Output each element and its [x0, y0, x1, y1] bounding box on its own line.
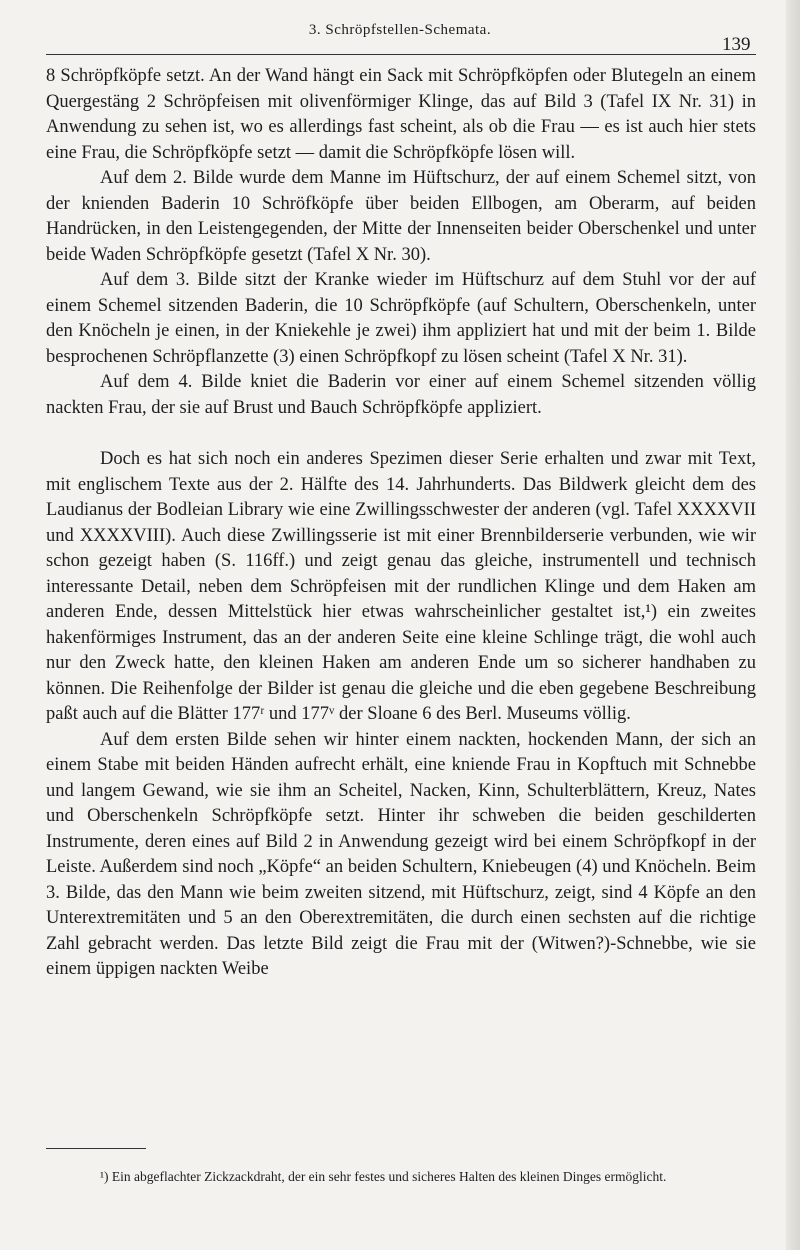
running-header: 3. Schröpfstellen-Schemata.	[308, 22, 492, 38]
paragraph-5: Doch es hat sich noch ein anderes Spezimen dieser Serie erhalten und zwar mit Text, mit englischem Texte aus der 2. Hälfte des 14. Jahrhunderts. Das Bildwerk gleicht dem des Laudianus der Bodleian Library wie eine Zwillingsschwester der anderen (vgl. Tafel XXXXVII und XXXXVIII). Auch diese Zwillingsserie ist mit einer Brennbilderserie verbunden, wie wir schon gezeigt haben (S. 116ff.) und zeigt genau das gleiche, instrumentell und technisch interessante Detail, neben dem Schröpfeisen mit der rundlichen Klinge und dem Haken am anderen Ende, dessen Mittelstück hier etwas wahrscheinlicher gestaltet ist,¹) ein zweites hakenförmiges Instrument, das an der anderen Seite eine kleine Schlinge trägt, die wohl auch nur den Zweck hatte, den kleinen Haken am anderen Ende um so sicherer handhaben zu können. Die Reihenfolge der Bilder ist genau die gleiche und die eben gegebene Beschreibung paßt auch auf die Blätter 177ʳ und 177ᵛ der Sloane 6 des Berl. Museums völlig.	[46, 449, 756, 724]
paragraph-1: 8 Schröpfköpfe setzt. An der Wand hängt ein Sack mit Schröpfköpfen oder Blutegeln an einem Quergestäng 2 Schröpfeisen mit olivenförmiger Klinge, das auf Bild 3 (Tafel IX Nr. 31) in Anwendung zu sehen ist, wo es allerdings fast scheint, als ob die Frau — es ist auch hier stets eine Frau, die Schröpfköpfe setzt — damit die Schröpfköpfe lösen will.	[46, 66, 756, 163]
footnote: ¹) Ein abgeflachter Zickzackdraht, der ein sehr festes und sicheres Halten des kleinen Dinges ermöglicht.	[100, 1169, 667, 1184]
paragraph-4: Auf dem 4. Bilde kniet die Baderin vor einer auf einem Schemel sitzenden völlig nackten Frau, der sie auf Brust und Bauch Schröpfköpfe appliziert.	[46, 372, 756, 418]
paragraph-6: Auf dem ersten Bilde sehen wir hinter einem nackten, hockenden Mann, der sich an einem Stabe mit beiden Händen aufrecht erhält, eine kniende Frau in Kopftuch mit Schnebbe und langem Gewand, wie sie ihm an Scheitel, Nacken, Kinn, Schulterblättern, Kreuz, Nates und Oberschenkeln Schröpfköpfe setzt. Hinter ihr schweben die beiden geschilderten Instrumente, deren eines auf Bild 2 in Anwendung gezeigt wird bei einem Schröpfkopf in der Leiste. Außerdem sind noch „Köpfe“ an beiden Schultern, Kniebeugen (4) und Knöcheln. Beim 3. Bilde, das den Mann wie beim zweiten sitzend, mit Hüftschurz, zeigt, sind 4 Köpfe an den Unterextremitäten und 5 an den Oberextremitäten, die durch einen sechsten auf die richtige Zahl gebracht werden. Das letzte Bild zeigt die Frau mit der (Witwen?)-Schnebbe, wie sie einem üppigen nackten Weibe	[46, 729, 756, 979]
page-edge-shadow	[786, 0, 800, 1250]
paragraph-3: Auf dem 3. Bilde sitzt der Kranke wieder im Hüftschurz auf dem Stuhl vor der auf einem Schemel sitzenden Baderin, die 10 Schröpfköpfe (auf Schultern, Oberschenkeln, unter den Knöcheln je einen, in der Kniekehle je zwei) ihm appliziert hat und mit der beim 1. Bilde besprochenen Schröpflanzette (3) einen Schröpfkopf zu lösen scheint (Tafel X Nr. 31).	[46, 270, 756, 367]
paragraph-2: Auf dem 2. Bilde wurde dem Manne im Hüftschurz, der auf einem Schemel sitzt, von der knienden Baderin 10 Schröfköpfe über beiden Ellbogen, am Oberarm, auf beiden Handrücken, in den Leistengegenden, der Mitte der Innenseiten beider Oberschenkel und unter beide Waden Schröpfköpfe gesetzt (Tafel X Nr. 30).	[46, 168, 756, 265]
footnote-rule	[46, 1148, 146, 1149]
body-text	[46, 64, 756, 983]
page-number: 139	[722, 34, 751, 55]
section-gap	[46, 421, 756, 447]
header-rule	[46, 54, 756, 55]
